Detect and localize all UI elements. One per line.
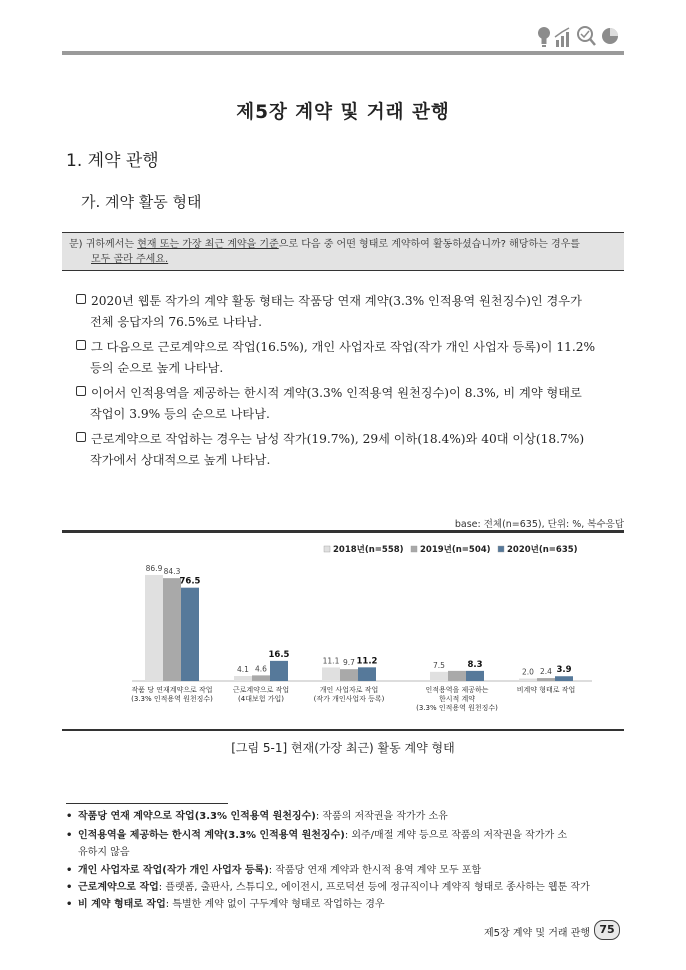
section-title: 1. 계약 관행 bbox=[66, 151, 159, 171]
figure-caption: [그림 5-1] 현재(가장 최근) 활동 계약 형태 bbox=[231, 741, 455, 755]
bullet-item bbox=[76, 337, 616, 379]
footnote-term: 비 계약 형태로 작업 bbox=[78, 899, 166, 910]
question-mid: 으로 다음 중 어떤 형태로 계약하여 활동하셨습니까? 해당하는 경우를 bbox=[278, 239, 580, 250]
category-label: 비계약 형태로 작업 bbox=[516, 686, 576, 694]
bar bbox=[448, 671, 466, 681]
header-bar bbox=[62, 51, 624, 55]
footnote-cont: 유하지 않음 bbox=[78, 847, 130, 858]
footnote-desc: : 외주/매절 계약 등으로 작품의 저작권을 작가가 소 bbox=[344, 830, 568, 841]
bar bbox=[181, 588, 199, 681]
data-label: 86.9 bbox=[145, 563, 163, 573]
data-label: 11.1 bbox=[322, 656, 340, 666]
bar bbox=[163, 578, 181, 681]
page-number: 75 bbox=[594, 920, 620, 940]
bullet-dot: • bbox=[66, 899, 73, 910]
bullet-line: 근로계약으로 작업하는 경우는 남성 작가(19.7%), 29세 이하(18.4%)와 40대 이상(18.7%) bbox=[91, 432, 585, 446]
footnote-item bbox=[66, 808, 626, 825]
footer-chapter: 제5장 계약 및 거래 관행 bbox=[484, 928, 591, 939]
bullet-item bbox=[76, 429, 616, 471]
legend-label: 2020년(n=635) bbox=[507, 545, 578, 555]
question-line2: 모두 골라 주세요. bbox=[91, 254, 169, 265]
data-label: 2.4 bbox=[540, 667, 552, 677]
chart-bottom-rule bbox=[62, 729, 624, 731]
bullet-line: 2020년 웹툰 작가의 계약 활동 형태는 작품당 연재 계약(3.3% 인적용역 원천징수)인 경우가 bbox=[91, 294, 582, 308]
chapter-title: 제5장 계약 및 거래 관행 bbox=[236, 102, 450, 123]
footnote-desc: : 특별한 계약 없이 구두계약 형태로 작업하는 경우 bbox=[165, 899, 385, 910]
lightbulb-icon bbox=[538, 27, 550, 47]
category-label: 작품 당 연재계약으로 작업 bbox=[131, 686, 213, 694]
data-label: 2.0 bbox=[522, 667, 534, 677]
footnote-term: 인적용역을 제공하는 한시적 계약(3.3% 인적용역 원천징수) bbox=[78, 830, 345, 841]
footnote-item bbox=[66, 896, 626, 913]
footnote-desc: : 작품의 저작권을 작가가 소유 bbox=[315, 811, 448, 822]
bullet-line: 그 다음으로 근로계약으로 작업(16.5%), 개인 사업자로 작업(작가 개인 사업자 등록)이 11.2% bbox=[91, 340, 596, 354]
legend-label: 2018년(n=558) bbox=[333, 545, 404, 555]
checkbox-square-icon bbox=[76, 294, 86, 304]
data-label: 84.3 bbox=[163, 567, 181, 577]
bar bbox=[519, 679, 537, 681]
footnote-term: 근로계약으로 작업 bbox=[78, 882, 159, 893]
legend-swatch bbox=[498, 546, 504, 552]
legend-label: 2019년(n=504) bbox=[420, 545, 491, 555]
pie-icon bbox=[602, 28, 618, 44]
bullet-line: 작업이 3.9% 등의 순으로 나타남. bbox=[90, 407, 270, 421]
bar bbox=[145, 575, 163, 681]
bullet-dot: • bbox=[66, 865, 73, 876]
question-text bbox=[69, 237, 624, 267]
data-label: 4.1 bbox=[237, 664, 249, 674]
bullet-line: 작가에서 상대적으로 높게 나타남. bbox=[90, 453, 271, 467]
bullet-line: 등의 순으로 높게 나타남. bbox=[90, 361, 224, 375]
footnote-rule bbox=[66, 803, 228, 804]
bullet-dot: • bbox=[66, 830, 73, 841]
category-label: 근로계약으로 작업 bbox=[232, 686, 290, 694]
data-label: 8.3 bbox=[467, 659, 483, 670]
bullet-item bbox=[76, 383, 616, 425]
bullet-item bbox=[76, 291, 616, 333]
data-label: 7.5 bbox=[433, 660, 445, 670]
bullet-line: 전체 응답자의 76.5%로 나타남. bbox=[90, 315, 262, 329]
subsection-title: 가. 계약 활동 형태 bbox=[81, 193, 202, 211]
bar bbox=[537, 678, 555, 681]
bar bbox=[322, 667, 340, 681]
header-icons bbox=[536, 24, 626, 50]
data-label: 76.5 bbox=[179, 576, 201, 587]
footnote-desc: : 플랫폼, 출판사, 스튜디오, 에이전시, 프로덕션 등에 정규직이나 계약직 형태로 종사하는 웹툰 작가 bbox=[158, 882, 590, 893]
magnifier-check-icon bbox=[578, 27, 595, 45]
footnote-term: 개인 사업자로 작업(작가 개인 사업자 등록) bbox=[78, 865, 269, 876]
bar bbox=[555, 676, 573, 681]
bar bbox=[430, 672, 448, 681]
bullet-dot: • bbox=[66, 882, 73, 893]
question-underlined: 현재 또는 가장 최근 계약을 기준 bbox=[137, 239, 279, 250]
bar bbox=[358, 667, 376, 681]
bar bbox=[270, 661, 288, 681]
data-label: 9.7 bbox=[343, 658, 355, 668]
category-label: (3.3% 인적용역 원천징수) bbox=[416, 704, 498, 712]
data-label: 3.9 bbox=[556, 665, 572, 676]
legend-swatch bbox=[411, 546, 417, 552]
legend-swatch bbox=[324, 546, 330, 552]
chart-base-note: base: 전체(n=635), 단위: %, 복수응답 bbox=[454, 519, 624, 530]
category-label: (작가 개인사업자 등록) bbox=[313, 695, 385, 703]
footnote-item bbox=[66, 862, 626, 879]
data-label: 11.2 bbox=[356, 656, 378, 667]
data-label: 16.5 bbox=[268, 649, 290, 660]
bullet-line: 이어서 인적용역을 제공하는 한시적 계약(3.3% 인적용역 원천징수)이 8.3%, 비 계약 형태로 bbox=[91, 386, 582, 400]
bar bbox=[466, 671, 484, 681]
bullet-dot: • bbox=[66, 811, 73, 822]
bar-chart bbox=[62, 533, 624, 729]
footnote-term: 작품당 연재 계약으로 작업(3.3% 인적용역 원천징수) bbox=[78, 811, 316, 822]
footnote-desc: : 작품당 연재 계약과 한시적 용역 계약 모두 포함 bbox=[268, 865, 482, 876]
category-label: 한시적 계약 bbox=[438, 695, 476, 703]
footnote-item bbox=[66, 827, 626, 861]
category-label: 인적용역을 제공하는 bbox=[425, 686, 489, 694]
category-label: (3.3% 인적용역 원천징수) bbox=[131, 695, 213, 703]
bar-chart-icon bbox=[555, 28, 569, 47]
data-label: 4.6 bbox=[255, 664, 267, 674]
checkbox-square-icon bbox=[76, 386, 86, 396]
category-label: 개인 사업자로 작업 bbox=[319, 686, 379, 694]
checkbox-square-icon bbox=[76, 340, 86, 350]
bar bbox=[234, 676, 252, 681]
question-prefix: 문) 귀하께서는 bbox=[69, 239, 138, 250]
bar bbox=[340, 669, 358, 681]
category-label: (4대보험 가입) bbox=[238, 695, 284, 703]
checkbox-square-icon bbox=[76, 432, 86, 442]
footnote-item bbox=[66, 879, 626, 896]
bar bbox=[252, 675, 270, 681]
